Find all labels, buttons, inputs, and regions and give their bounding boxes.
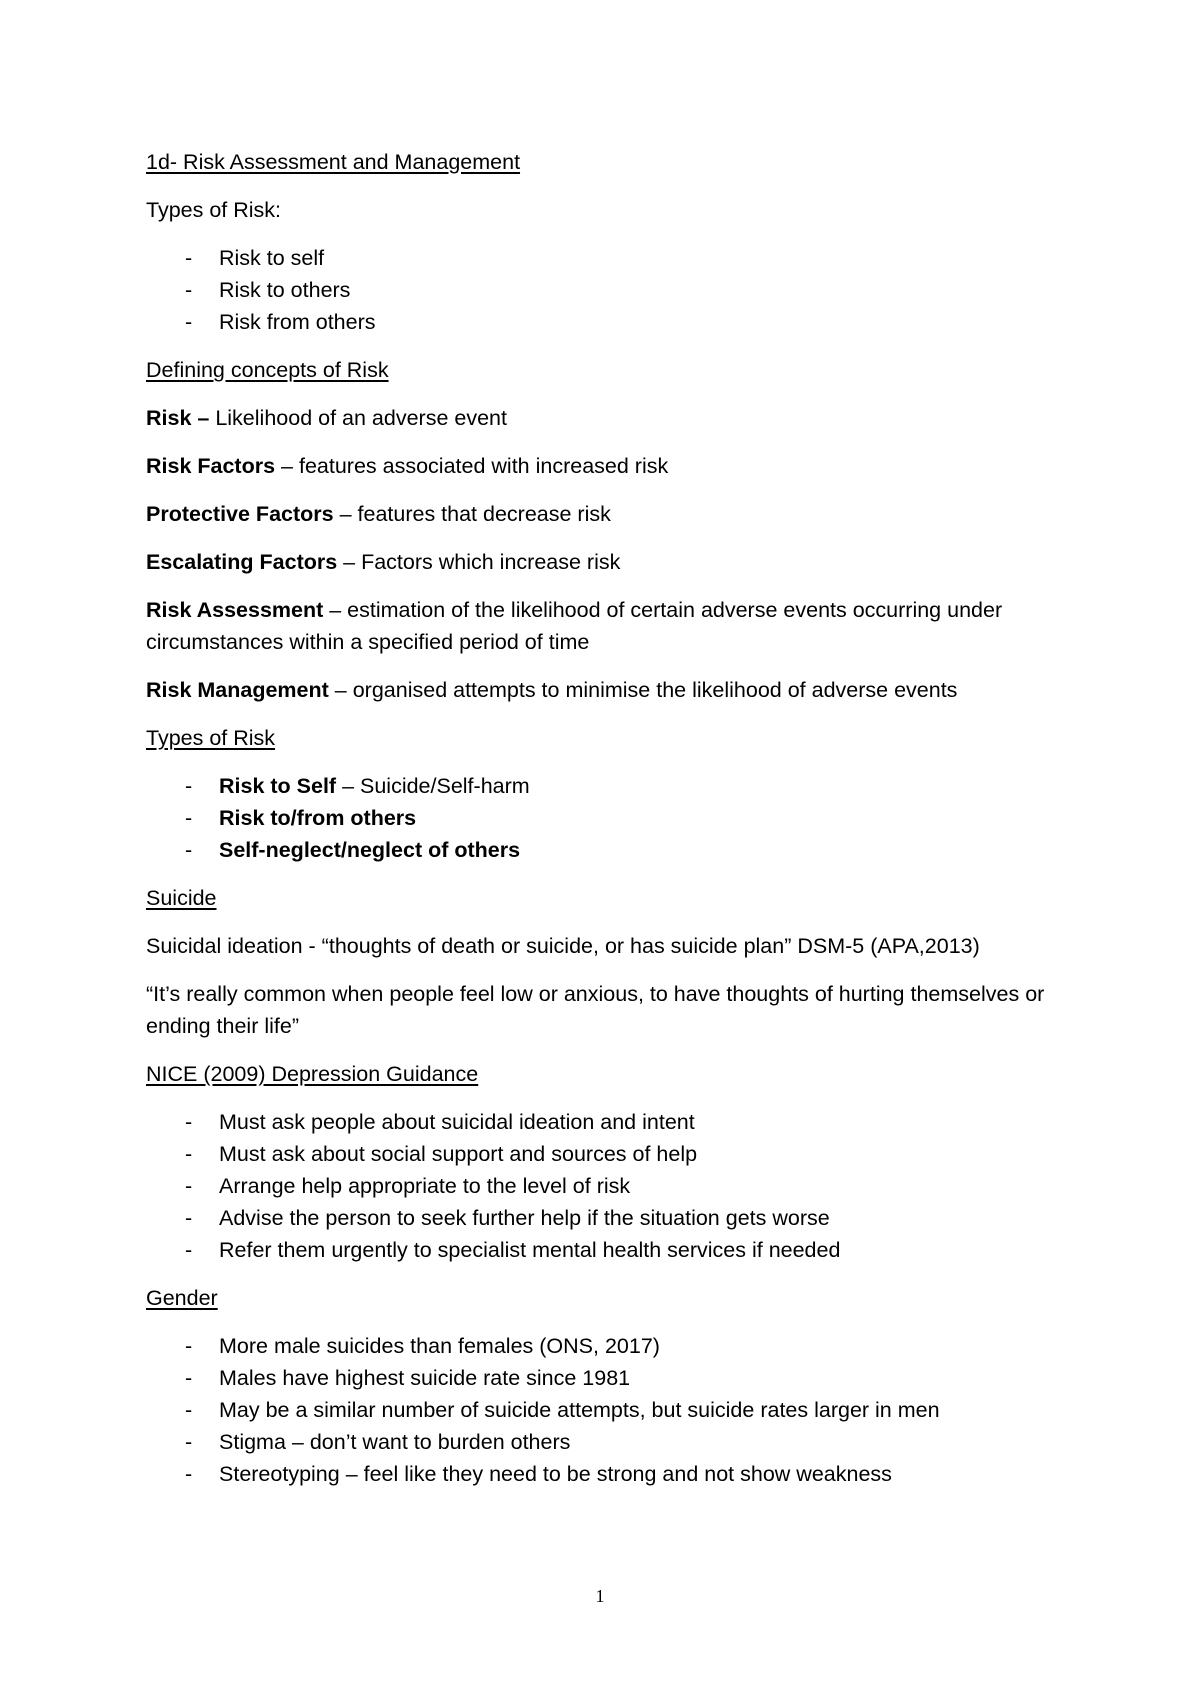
section-heading-types: Types of Risk [146,726,276,750]
definition-text: – features that decrease risk [333,502,611,526]
definition-term: Risk Factors [146,454,276,478]
dash-bullet: - [185,310,193,334]
quote-text: “It’s really common when people feel low or anxious, to have thoughts of hurting themselves or ending their life” [146,982,1045,1038]
dash-bullet: - [185,1462,193,1486]
dash-bullet: - [185,1334,193,1358]
dash-bullet: - [185,838,193,862]
section-heading-defining: Defining concepts of Risk [146,358,389,382]
page-content [146,146,1066,1506]
definition-term: Risk – [146,406,216,430]
definition-risk-factors [146,450,1066,482]
dash-bullet: - [185,1430,193,1454]
definition-text: Likelihood of an adverse event [215,406,507,430]
dash-bullet: - [185,1238,193,1262]
types-intro: Types of Risk: [146,198,282,222]
definition-risk-management [146,674,1066,706]
definition-risk-assessment [146,594,1066,658]
list-item: - Advise the person to seek further help if the situation gets worse [146,1202,1066,1234]
definition-escalating-factors [146,546,1066,578]
dash-bullet: - [185,806,193,830]
definition-risk [146,402,1066,434]
page-number: 1 [595,1586,605,1606]
types-detail-list [146,770,1066,866]
dash-bullet: - [185,1206,193,1230]
list-item: - May be a similar number of suicide attempts, but suicide rates larger in men [146,1394,1066,1426]
dash-bullet: - [185,1398,193,1422]
definition-term: Escalating Factors [146,550,338,574]
dash-bullet: - [185,1110,193,1134]
list-item: - Arrange help appropriate to the level of risk [146,1170,1066,1202]
list-item: - Risk to Self – Suicide/Self-harm [146,770,1066,802]
list-item: - Must ask people about suicidal ideation and intent [146,1106,1066,1138]
dash-bullet: - [185,1366,193,1390]
document-title: 1d- Risk Assessment and Management [146,150,521,174]
definition-text: – features associated with increased risk [275,454,669,478]
list-item: - Risk to others [146,274,1066,306]
definition-text: – estimation of the likelihood of certain adverse events occurring under circumstances within a specified period of time [146,598,1003,654]
list-item: - Stigma – don’t want to burden others [146,1426,1066,1458]
suicidal-ideation-text: Suicidal ideation - “thoughts of death or suicide, or has suicide plan” DSM-5 (APA,2013) [146,934,980,958]
definition-term: Risk Management [146,678,329,702]
gender-list [146,1330,1066,1490]
list-item: - Risk to/from others [146,802,1066,834]
definition-protective-factors [146,498,1066,530]
definition-text: – Factors which increase risk [337,550,621,574]
section-heading-gender: Gender [146,1286,218,1310]
list-item: - Refer them urgently to specialist mental health services if needed [146,1234,1066,1266]
definition-term: Risk Assessment [146,598,324,622]
dash-bullet: - [185,774,193,798]
dash-bullet: - [185,246,193,270]
dash-bullet: - [185,1142,193,1166]
list-item: - Risk to self [146,242,1066,274]
dash-bullet: - [185,278,193,302]
definition-text: – organised attempts to minimise the likelihood of adverse events [328,678,958,702]
section-heading-suicide: Suicide [146,886,217,910]
list-item: - More male suicides than females (ONS, 2017) [146,1330,1066,1362]
list-item: - Stereotyping – feel like they need to be strong and not show weakness [146,1458,1066,1490]
list-item: - Must ask about social support and sources of help [146,1138,1066,1170]
dash-bullet: - [185,1174,193,1198]
list-item: - Self-neglect/neglect of others [146,834,1066,866]
list-item: - Risk from others [146,306,1066,338]
types-list [146,242,1066,338]
nice-list [146,1106,1066,1266]
list-item: - Males have highest suicide rate since 1981 [146,1362,1066,1394]
section-heading-nice: NICE (2009) Depression Guidance [146,1062,479,1086]
definition-term: Protective Factors [146,502,334,526]
